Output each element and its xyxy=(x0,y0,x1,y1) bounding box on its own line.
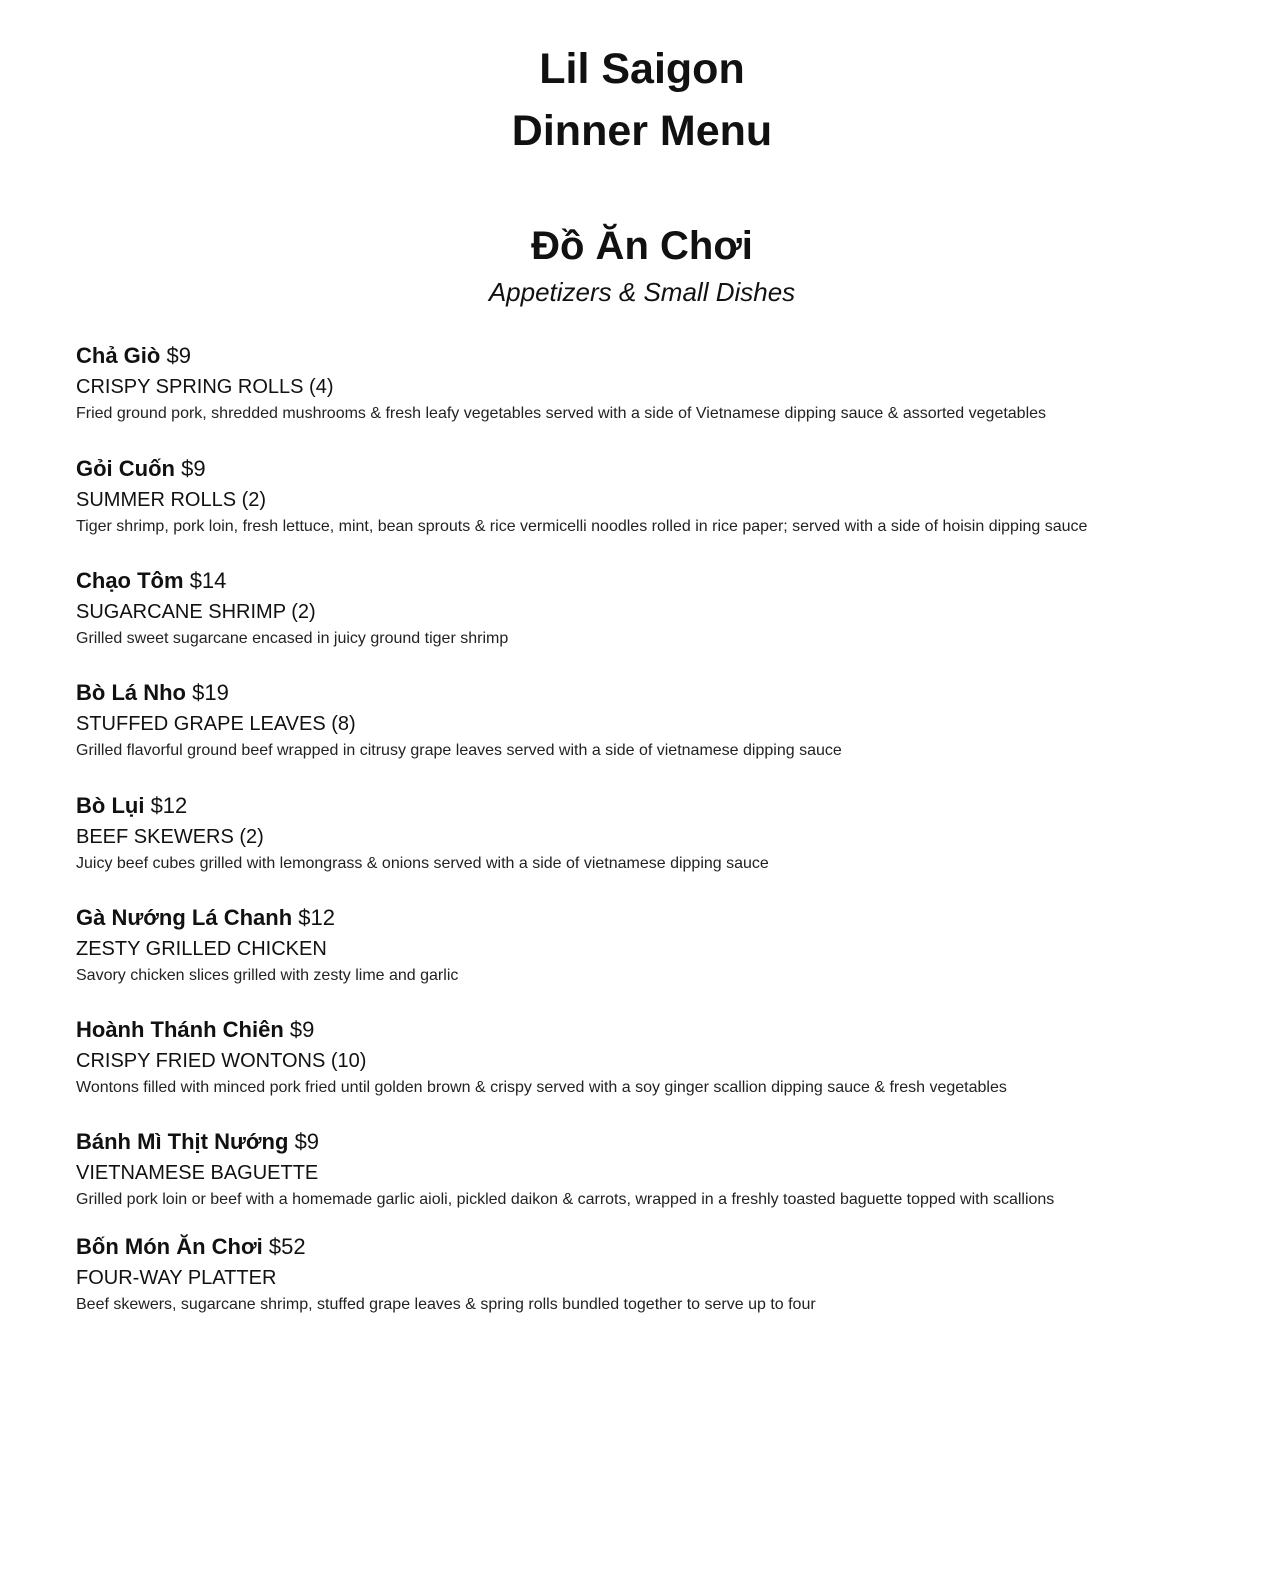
menu-item-english-name: STUFFED GRAPE LEAVES (8) xyxy=(76,713,356,735)
menu-item-name-line xyxy=(76,340,1236,372)
menu-item-name-line xyxy=(76,902,1236,934)
menu-item xyxy=(76,1126,1236,1212)
menu-item-name-line xyxy=(76,1231,1236,1263)
menu-item-name-line xyxy=(76,453,1236,485)
menu-item-english-name: BEEF SKEWERS (2) xyxy=(76,826,264,848)
menu-item-description: Beef skewers, sugarcane shrimp, stuffed grape leaves & spring rolls bundled together to serve up to four xyxy=(76,1296,816,1313)
menu-item-price: $52 xyxy=(268,1234,306,1259)
menu-item-name-line xyxy=(76,565,1236,597)
menu-item-price: $19 xyxy=(192,680,229,705)
menu-item xyxy=(76,340,1236,426)
menu-item-english-name: ZESTY GRILLED CHICKEN xyxy=(76,938,327,960)
menu-item-english-name: SUGARCANE SHRIMP (2) xyxy=(76,601,316,623)
menu-item-price: $12 xyxy=(298,905,335,930)
menu-item-description: Tiger shrimp, pork loin, fresh lettuce, mint, bean sprouts & rice vermicelli noodles rolled in rice paper; served with a side of hoisin dipping sauce xyxy=(76,518,1088,535)
section-subtitle: Appetizers & Small Dishes xyxy=(488,277,796,307)
menu-item-name-line xyxy=(76,677,1236,709)
menu-item-name: Bốn Món Ăn Chơi xyxy=(76,1234,263,1259)
menu-item-description: Wontons filled with minced pork fried until golden brown & crispy served with a soy ginger scallion dipping sauce & fresh vegetables xyxy=(76,1079,1007,1096)
menu-item xyxy=(76,1231,1236,1317)
menu-item-description: Savory chicken slices grilled with zesty lime and garlic xyxy=(76,967,459,984)
menu-item-description: Juicy beef cubes grilled with lemongrass & onions served with a side of vietnamese dipping sauce xyxy=(76,855,769,872)
menu-item-description: Fried ground pork, shredded mushrooms & fresh leafy vegetables served with a side of Vietnamese dipping sauce & assorted vegetables xyxy=(76,405,1047,422)
menu-item-name: Bánh Mì Thịt Nướng xyxy=(76,1129,289,1154)
section-title: Đồ Ăn Chơi xyxy=(531,224,753,268)
menu-item-name: Hoành Thánh Chiên xyxy=(76,1017,284,1042)
menu-item-price: $9 xyxy=(289,1017,315,1042)
menu-item-description: Grilled flavorful ground beef wrapped in citrusy grape leaves served with a side of vietnamese dipping sauce xyxy=(76,742,842,759)
menu-item-price: $9 xyxy=(294,1129,320,1154)
menu-item-price: $12 xyxy=(150,793,188,818)
menu-item-price: $9 xyxy=(166,343,191,368)
menu-item xyxy=(76,790,1236,876)
menu-item-english-name: VIETNAMESE BAGUETTE xyxy=(76,1162,319,1184)
menu-item xyxy=(76,677,1236,763)
restaurant-name: Lil Saigon xyxy=(539,45,745,93)
menu-item-price: $14 xyxy=(189,568,227,593)
menu-item-name: Bò Lá Nho xyxy=(76,680,186,705)
menu-item-english-name: FOUR-WAY PLATTER xyxy=(76,1267,277,1289)
menu-item-name-line xyxy=(76,1014,1236,1046)
menu-item xyxy=(76,1014,1236,1100)
menu-item-name: Gỏi Cuốn xyxy=(76,456,175,481)
menu-item xyxy=(76,902,1236,988)
menu-item xyxy=(76,565,1236,651)
menu-item xyxy=(76,453,1236,539)
menu-item-english-name: SUMMER ROLLS (2) xyxy=(76,489,267,511)
menu-item-name: Chả Giò xyxy=(76,343,161,368)
menu-item-name: Chạo Tôm xyxy=(76,568,184,593)
menu-item-name: Gà Nướng Lá Chanh xyxy=(76,905,293,930)
menu-title: Dinner Menu xyxy=(511,107,773,155)
menu-header xyxy=(0,38,1284,162)
menu-item-name-line xyxy=(76,1126,1236,1158)
menu-item-description: Grilled pork loin or beef with a homemade garlic aioli, pickled daikon & carrots, wrapped in a freshly toasted baguette topped with scallions xyxy=(76,1191,1055,1208)
menu-item-name-line xyxy=(76,790,1236,822)
menu-item-english-name: CRISPY SPRING ROLLS (4) xyxy=(76,376,334,398)
menu-item-price: $9 xyxy=(181,456,206,481)
menu-item-description: Grilled sweet sugarcane encased in juicy ground tiger shrimp xyxy=(76,630,509,647)
section-header xyxy=(0,220,1284,312)
menu-item-english-name: CRISPY FRIED WONTONS (10) xyxy=(76,1050,367,1072)
menu-item-name: Bò Lụi xyxy=(76,793,145,818)
